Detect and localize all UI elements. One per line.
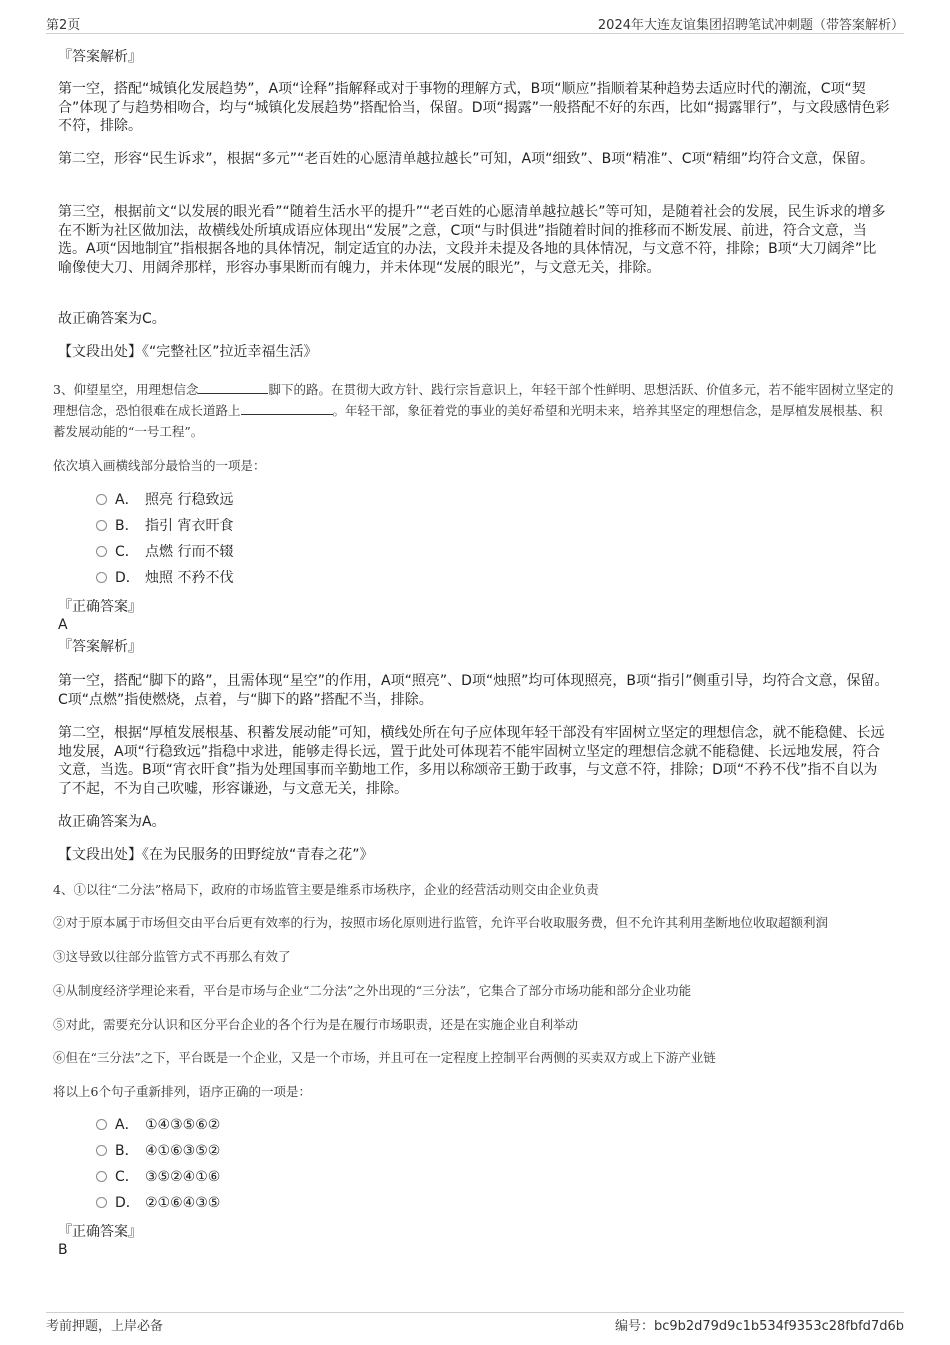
q3-analysis-p2: 第二空，根据“厚植发展根基、积蓄发展动能”可知，横线处所在句子应体现年轻干部没有牢固树立坚定的理想信念，就不能稳健、长远地发展，A项“行稳致远”指稳中求进，能够走得长远，置于此处可体现若不能牢固树立坚定的理想信念就不能稳健、长远地发展，符合文意，当选。B项“宵衣旰食”指为处理国事而辛勤地工作，多用以称颂帝王勤于政事，与文意不符，排除；D项“不矜不伐”指不自以为了不起，不为自己吹嘘，形容谦逊，与文意无关，排除。 bbox=[58, 725, 885, 797]
page-number: 第2页 bbox=[46, 18, 81, 33]
q4-sentence-6: ⑥但在“三分法”之下，平台既是一个企业，又是一个市场，并且可在一定程度上控制平台两侧的买卖双方或上下游产业链 bbox=[53, 1050, 716, 1065]
q3-analysis-label: 『答案解析』 bbox=[58, 639, 142, 655]
q2-analysis-p1: 第一空，搭配“城镇化发展趋势”，A项“诠释”指解释或对于事物的理解方式，B项“顺应”指顺着某种趋势去适应时代的潮流，C项“契合”体现了与趋势相吻合，均与“城镇化发展趋势”搭配恰当，保留。D项“揭露”一般搭配不好的东西，比如“揭露罪行”，与文段感情色彩不符，排除。 bbox=[58, 81, 890, 134]
q3-option-d[interactable]: D． 烛照 不矜不伐 bbox=[96, 568, 233, 588]
radio-icon[interactable] bbox=[96, 546, 107, 557]
q3-option-a[interactable]: A． 照亮 行稳致远 bbox=[96, 490, 233, 510]
radio-icon[interactable] bbox=[96, 572, 107, 583]
footer-divider bbox=[46, 1312, 904, 1313]
q2-analysis-p2: 第二空，形容“民生诉求”，根据“多元”“老百姓的心愿清单越拉越长”可知，A项“细致”、B项“精准”、C项“精细”均符合文意，保留。 bbox=[58, 151, 874, 167]
document-title: 2024年大连友谊集团招聘笔试冲刺题（带答案解析） bbox=[597, 18, 904, 33]
q3-stem: 3、仰望星空，用理想信念 脚下的路。在贯彻大政方针、践行宗旨意识上，年轻干部个性鲜明、思想活跃、价值多元，若不能牢固树立坚定的理想信念，恐怕很难在成长道路上 。年轻干部，象征着党的事业的美好希望和光明未来，培养其坚定的理想信念，是厚植发展根基、积蓄发展动能的“一号工程”。 bbox=[53, 382, 894, 439]
radio-icon[interactable] bbox=[96, 1145, 107, 1156]
q3-answer-label: 『正确答案』 bbox=[58, 599, 142, 615]
blank-1 bbox=[198, 381, 268, 394]
q4-sentence-1: 4、①以往“二分法”格局下，政府的市场监管主要是维系市场秩序，企业的经营活动则交由企业负责 bbox=[53, 882, 599, 897]
q4-option-c[interactable]: C． ③⑤②④①⑥ bbox=[96, 1167, 220, 1187]
page-footer bbox=[46, 1315, 904, 1335]
q3-conclusion: 故正确答案为A。 bbox=[58, 814, 166, 830]
radio-icon[interactable] bbox=[96, 1119, 107, 1130]
q4-option-b[interactable]: B． ④①⑥③⑤② bbox=[96, 1141, 220, 1161]
q2-analysis-label: 『答案解析』 bbox=[58, 49, 142, 65]
q4-sentence-3: ③这导致以往部分监管方式不再那么有效了 bbox=[53, 949, 291, 964]
document-code: 编号：bc9b2d79d9c1b534f9353c28fbfd7d6b bbox=[614, 1319, 904, 1334]
q4-option-d[interactable]: D． ②①⑥④③⑤ bbox=[96, 1193, 220, 1213]
q4-answer: B bbox=[58, 1242, 68, 1258]
q4-prompt: 将以上6个句子重新排列，语序正确的一项是： bbox=[53, 1084, 311, 1099]
q2-analysis-p3: 第三空，根据前文“以发展的眼光看”“随着生活水平的提升”“老百姓的心愿清单越拉越长”等可知，是随着社会的发展，民生诉求的增多在不断为社区做加法，故横线处所填成语应体现出“发展”之意，C项“与时俱进”指随着时间的推移而不断发展、前进，符合文意，当选。A项“因地制宜”指根据各地的具体情况，制定适宜的办法，文段并未提及各地的具体情况，与文意不符，排除；B项“大刀阔斧”比喻像使大刀、用阔斧那样，形容办事果断而有魄力，并未体现“发展的眼光”，与文意无关，排除。 bbox=[58, 204, 886, 276]
q3-prompt: 依次填入画横线部分最恰当的一项是： bbox=[53, 458, 266, 473]
page-header bbox=[46, 14, 904, 34]
radio-icon[interactable] bbox=[96, 1171, 107, 1182]
q4-sentence-4: ④从制度经济学理论来看，平台是市场与企业“二分法”之外出现的“三分法”，它集合了部分市场功能和部分企业功能 bbox=[53, 983, 692, 998]
q3-analysis-p1: 第一空，搭配“脚下的路”，且需体现“星空”的作用，A项“照亮”、D项“烛照”均可体现照亮，B项“指引”侧重引导，均符合文意，保留。C项“点燃”指使燃烧，点着，与“脚下的路”搭配不当，排除。 bbox=[58, 673, 889, 708]
q3-answer: A bbox=[58, 617, 68, 633]
q4-sentence-2: ②对于原本属于市场但交由平台后更有效率的行为，按照市场化原则进行监管，允许平台收取服务费，但不允许其利用垄断地位收取超额利润 bbox=[53, 915, 829, 930]
blank-2 bbox=[241, 402, 333, 415]
q2-source: 【文段出处】《“完整社区”拉近幸福生活》 bbox=[58, 344, 318, 360]
q4-option-a[interactable]: A． ①④③⑤⑥② bbox=[96, 1115, 220, 1135]
q4-sentence-5: ⑤对此，需要充分认识和区分平台企业的各个行为是在履行市场职责，还是在实施企业自利举动 bbox=[53, 1017, 579, 1032]
q4-answer-label: 『正确答案』 bbox=[58, 1224, 142, 1240]
header-divider bbox=[46, 33, 904, 34]
q2-conclusion: 故正确答案为C。 bbox=[58, 311, 166, 327]
radio-icon[interactable] bbox=[96, 520, 107, 531]
q3-source: 【文段出处】《在为民服务的田野绽放“青春之花”》 bbox=[58, 847, 374, 863]
q3-option-c[interactable]: C． 点燃 行而不辍 bbox=[96, 542, 233, 562]
q3-option-b[interactable]: B． 指引 宵衣旰食 bbox=[96, 516, 233, 536]
radio-icon[interactable] bbox=[96, 494, 107, 505]
footer-slogan: 考前押题，上岸必备 bbox=[46, 1319, 164, 1334]
radio-icon[interactable] bbox=[96, 1197, 107, 1208]
